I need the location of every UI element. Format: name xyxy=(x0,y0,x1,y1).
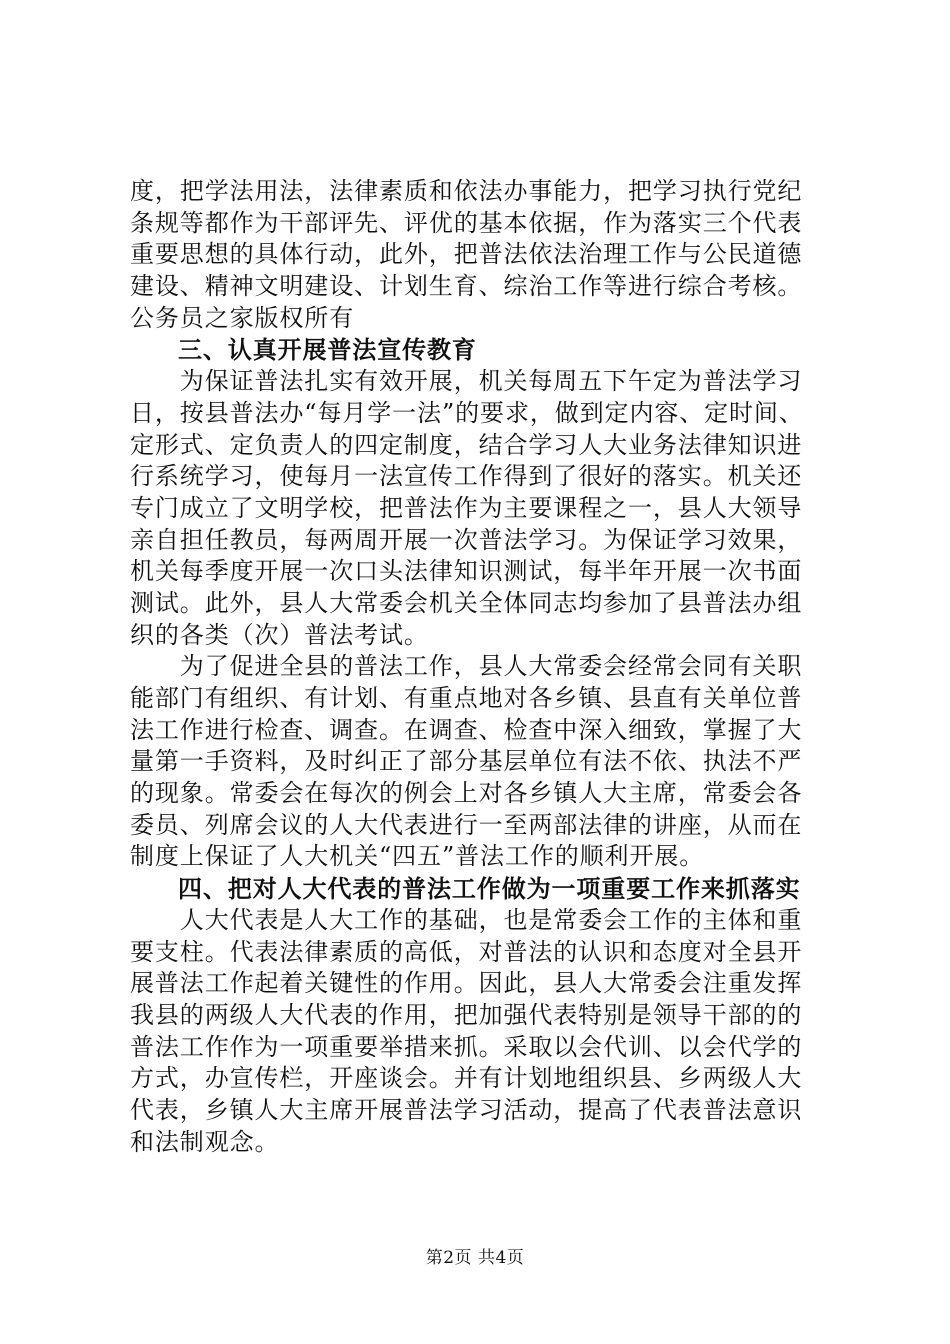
section-heading: 四、把对人大代表的普法工作做为一项重要工作来抓落实 xyxy=(178,874,801,904)
text-line: 亲自担任教员，每两周开展一次普法学习。为保证学习效果， xyxy=(130,525,803,554)
text-line: 要支柱。代表法律素质的高低，对普法的认识和态度对全县开 xyxy=(130,937,803,966)
section-heading: 三、认真开展普法宣传教育 xyxy=(178,335,477,365)
text-line: 机关每季度开展一次口头法律知识测试，每半年开展一次书面 xyxy=(130,557,803,586)
text-line: 人大代表是人大工作的基础，也是常委会工作的主体和重 xyxy=(130,905,803,934)
text-line: 代表，乡镇人大主席开展普法学习活动，提高了代表普法意识 xyxy=(130,1095,803,1124)
text-line: 量第一手资料，及时纠正了部分基层单位有法不依、执法不严 xyxy=(130,747,803,776)
text-line: 展普法工作起着关键性的作用。因此，县人大常委会注重发挥 xyxy=(130,969,803,998)
text-line: 的现象。常委会在每次的例会上对各乡镇人大主席，常委会各 xyxy=(130,779,803,808)
text-line: 为保证普法扎实有效开展，机关每周五下午定为普法学习 xyxy=(130,367,803,396)
text-line: 行系统学习，使每月一法宣传工作得到了很好的落实。机关还 xyxy=(130,462,803,491)
body-text xyxy=(130,176,830,1158)
text-line: 和法制观念。 xyxy=(130,1127,280,1156)
text-line: 度，把学法用法，法律素质和依法办事能力，把学习执行党纪 xyxy=(130,177,803,205)
text-line: 制度上保证了人大机关“四五”普法工作的顺利开展。 xyxy=(130,842,705,871)
text-line: 委员、列席会议的人大代表进行一至两部法律的讲座，从而在 xyxy=(130,810,803,839)
text-line: 公务员之家版权所有 xyxy=(130,303,355,332)
text-line: 重要思想的具体行动，此外，把普法依法治理工作与公民道德 xyxy=(130,240,803,269)
text-line: 我县的两级人大代表的作用，把加强代表特别是领导干部的的 xyxy=(130,1000,803,1029)
text-line: 能部门有组织、有计划、有重点地对各乡镇、县直有关单位普 xyxy=(130,684,803,712)
text-line: 为了促进全县的普法工作，县人大常委会经常会同有关职 xyxy=(130,652,803,681)
text-line: 法工作进行检查、调查。在调查、检查中深入细致，掌握了大 xyxy=(130,715,803,744)
text-line: 织的各类（次）普法考试。 xyxy=(130,620,429,649)
text-line: 方式，办宣传栏，开座谈会。并有计划地组织县、乡两级人大 xyxy=(130,1064,803,1093)
text-line: 专门成立了文明学校，把普法作为主要课程之一，县人大领导 xyxy=(130,493,803,522)
text-line: 建设、精神文明建设、计划生育、综治工作等进行综合考核。 xyxy=(130,272,803,301)
page-footer: 第2页 共4页 xyxy=(425,1248,525,1268)
text-line: 定形式、定负责人的四定制度，结合学习人大业务法律知识进 xyxy=(130,430,803,459)
text-line: 条规等都作为干部评先、评优的基本依据，作为落实三个代表 xyxy=(130,208,803,237)
text-line: 普法工作作为一项重要举措来抓。采取以会代训、以会代学的 xyxy=(130,1032,803,1061)
text-line: 日，按县普法办“每月学一法”的要求，做到定内容、定时间、 xyxy=(130,398,804,427)
text-line: 测试。此外，县人大常委会机关全体同志均参加了县普法办组 xyxy=(130,588,803,617)
